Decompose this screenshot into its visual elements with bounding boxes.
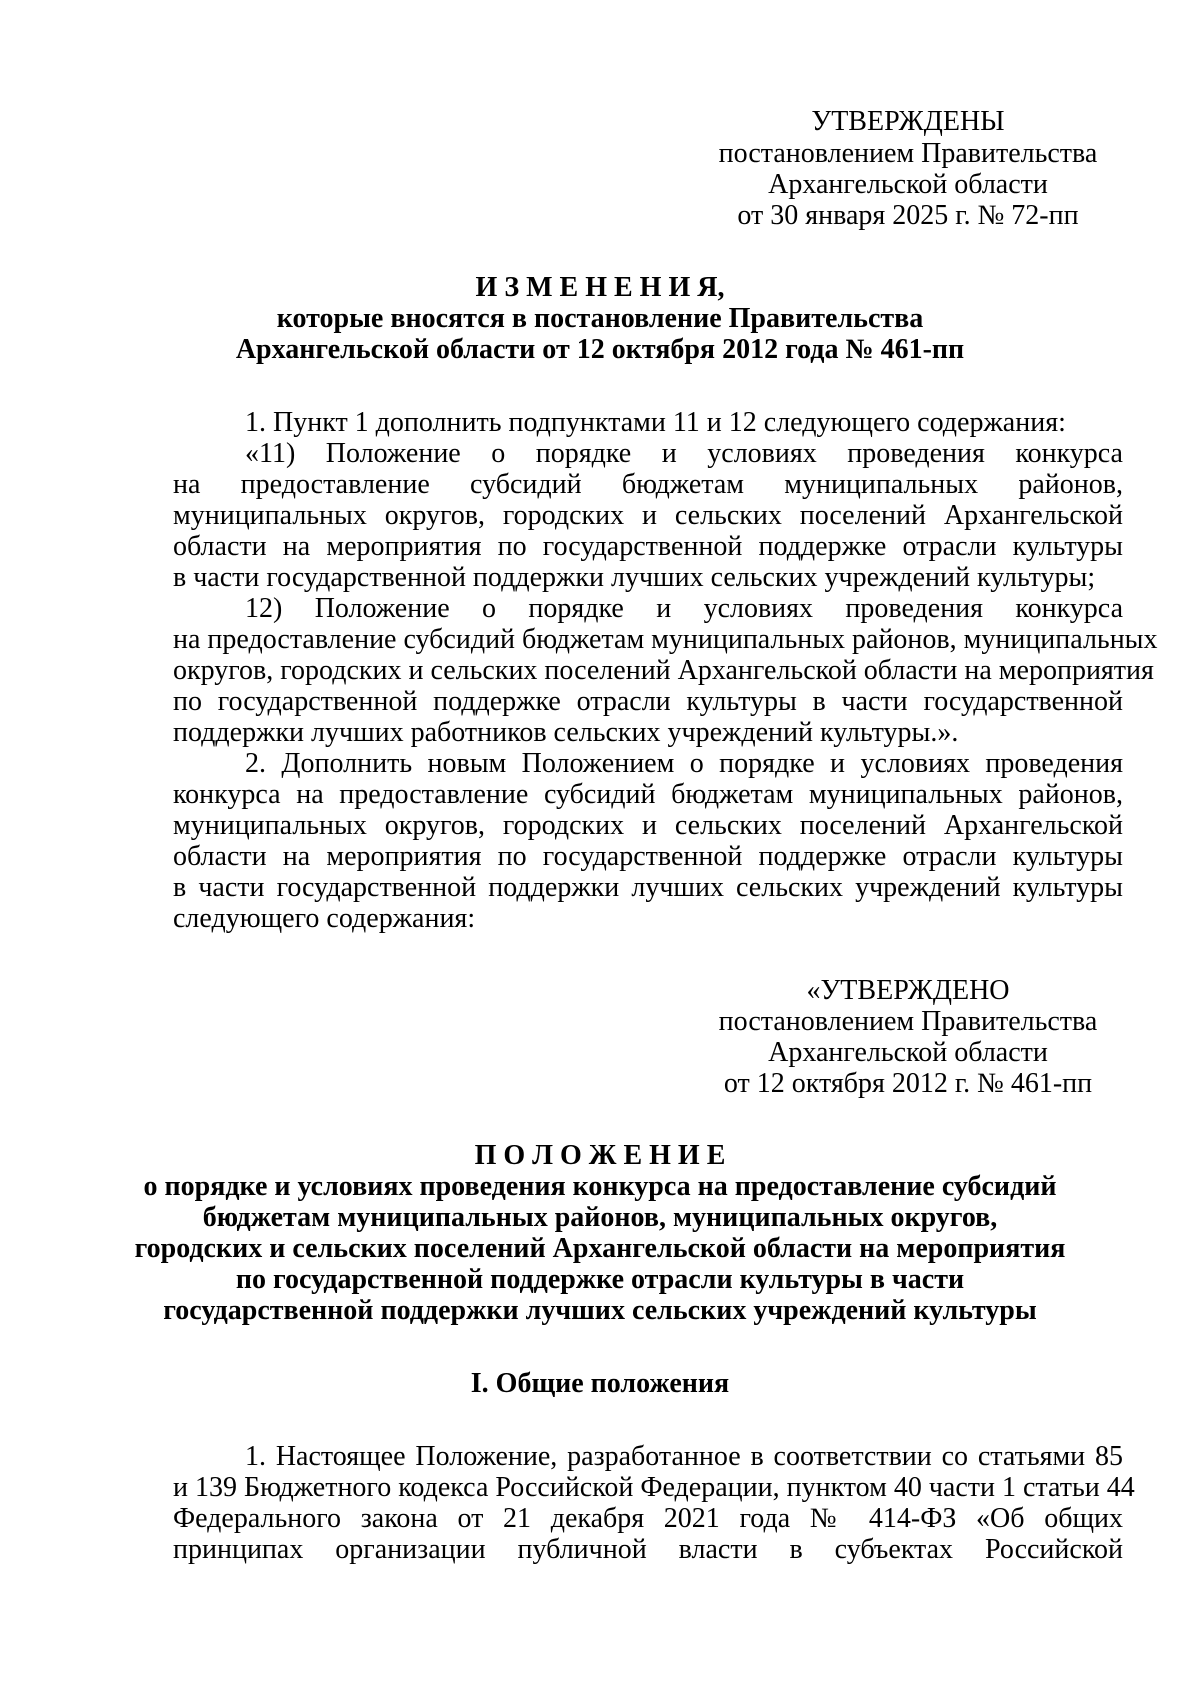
paragraph-line: области на мероприятия по государственной поддержке отрасли культуры xyxy=(173,531,1123,562)
paragraph-line: 12) Положение о порядке и условиях проведения конкурса xyxy=(245,593,1123,624)
paragraph-line: муниципальных округов, городских и сельских поселений Архангельской xyxy=(173,810,1123,841)
approval-line: постановлением Правительства xyxy=(718,138,1098,169)
paragraph-line: поддержки лучших работников сельских учреждений культуры.». xyxy=(173,717,959,748)
changes-subtitle: которые вносятся в постановление Правительства xyxy=(276,303,924,334)
approval-heading: УТВЕРЖДЕНЫ xyxy=(811,106,1005,137)
approval2-heading: «УТВЕРЖДЕНО xyxy=(806,975,1010,1006)
approval-date: от 30 января 2025 г. № 72-пп xyxy=(737,200,1079,231)
paragraph-line: конкурса на предоставление субсидий бюджетам муниципальных районов, xyxy=(173,779,1123,810)
paragraph-line: следующего содержания: xyxy=(173,903,476,934)
approval2-line: Архангельской области xyxy=(768,1037,1048,1068)
paragraph-line: округов, городских и сельских поселений Архангельской области на мероприятия xyxy=(173,655,1154,686)
paragraph-line: 1. Пункт 1 дополнить подпунктами 11 и 12 следующего содержания: xyxy=(245,407,1066,438)
changes-subtitle: Архангельской области от 12 октября 2012 года № 461-пп xyxy=(235,334,965,365)
paragraph-line: в части государственной поддержки лучших сельских учреждений культуры; xyxy=(173,562,1096,593)
regulation-subtitle: городских и сельских поселений Архангельской области на мероприятия xyxy=(134,1233,1066,1264)
paragraph-line: принципах организации публичной власти в субъектах Российской xyxy=(173,1534,1123,1565)
regulation-subtitle: бюджетам муниципальных районов, муниципальных округов, xyxy=(202,1202,998,1233)
section-heading: I. Общие положения xyxy=(470,1368,730,1399)
paragraph-line: по государственной поддержке отрасли культуры в части государственной xyxy=(173,686,1123,717)
paragraph-line: муниципальных округов, городских и сельских поселений Архангельской xyxy=(173,500,1123,531)
paragraph-line: в части государственной поддержки лучших сельских учреждений культуры xyxy=(173,872,1123,903)
regulation-title: П О Л О Ж Е Н И Е xyxy=(474,1140,726,1171)
approval2-line: постановлением Правительства xyxy=(718,1006,1098,1037)
paragraph-line: на предоставление субсидий бюджетам муниципальных районов, муниципальных xyxy=(173,624,1158,655)
paragraph-line: Федерального закона от 21 декабря 2021 года № 414-ФЗ «Об общих xyxy=(173,1503,1123,1534)
paragraph-line: на предоставление субсидий бюджетам муниципальных районов, xyxy=(173,469,1123,500)
regulation-subtitle: о порядке и условиях проведения конкурса на предоставление субсидий xyxy=(143,1171,1057,1202)
changes-title: И З М Е Н Е Н И Я, xyxy=(475,272,725,303)
paragraph-line: и 139 Бюджетного кодекса Российской Федерации, пунктом 40 части 1 статьи 44 xyxy=(173,1472,1135,1503)
paragraph-line: «11) Положение о порядке и условиях проведения конкурса xyxy=(245,438,1123,469)
regulation-subtitle: государственной поддержки лучших сельских учреждений культуры xyxy=(163,1295,1037,1326)
paragraph-line: 1. Настоящее Положение, разработанное в соответствии со статьями 85 xyxy=(245,1441,1123,1472)
paragraph-line: области на мероприятия по государственной поддержке отрасли культуры xyxy=(173,841,1123,872)
approval2-date: от 12 октября 2012 г. № 461-пп xyxy=(723,1068,1093,1099)
paragraph-line: 2. Дополнить новым Положением о порядке и условиях проведения xyxy=(245,748,1123,779)
approval-line: Архангельской области xyxy=(768,169,1048,200)
regulation-subtitle: по государственной поддержке отрасли культуры в части xyxy=(235,1264,965,1295)
